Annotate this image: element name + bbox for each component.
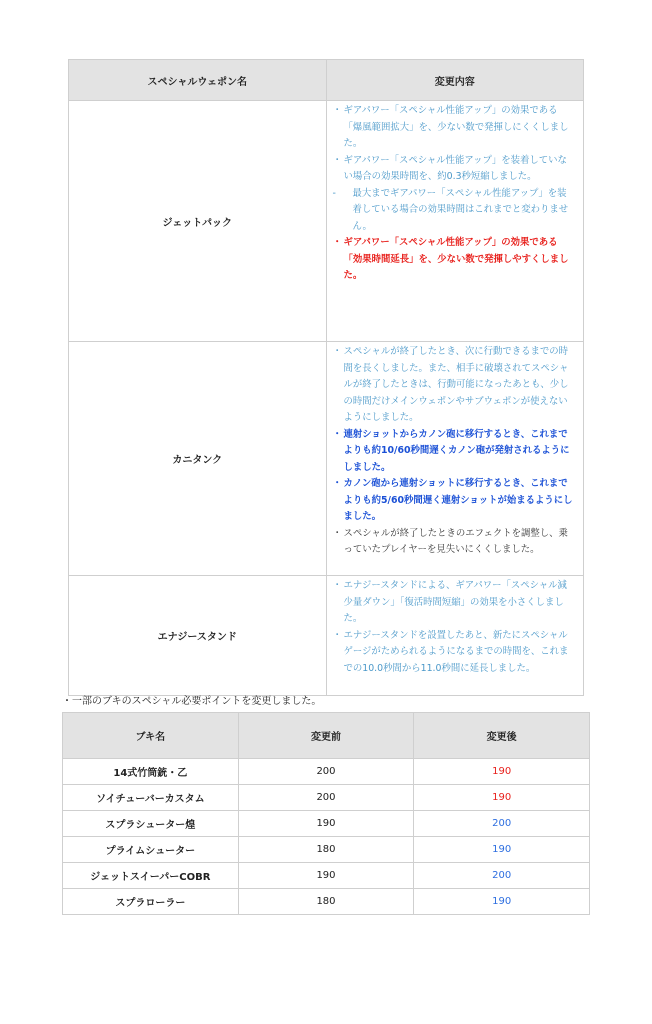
weapon-name-cell: ソイチューバーカスタム xyxy=(63,785,239,811)
change-item xyxy=(333,153,576,186)
table-row xyxy=(63,785,590,811)
change-item xyxy=(333,526,576,559)
change-item xyxy=(333,344,576,427)
change-text: カノン砲から連射ショットに移行するとき、これまでよりも約5/60秒間遅く連射ショットが始まるようにしました。 xyxy=(343,478,573,522)
header-weapon-name: ブキ名 xyxy=(63,713,239,759)
change-item xyxy=(333,628,576,678)
change-list xyxy=(326,101,584,342)
change-list xyxy=(326,342,584,576)
bullet-mark: ・ xyxy=(332,346,342,357)
table-row xyxy=(63,759,590,785)
special-weapon-name: ジェットパック xyxy=(69,101,327,342)
before-value-cell: 190 xyxy=(238,811,414,837)
before-value-cell: 200 xyxy=(238,785,414,811)
after-value-cell: 190 xyxy=(414,889,590,915)
special-weapon-name: エナジースタンド xyxy=(69,576,327,696)
bullet-mark: ・ xyxy=(332,154,342,166)
after-value-cell: 200 xyxy=(414,863,590,889)
weapon-name-cell: スプラシューター煌 xyxy=(63,811,239,837)
table-row xyxy=(63,811,590,837)
table-row xyxy=(63,889,590,915)
bullet-mark: ・ xyxy=(332,105,342,116)
bullet-mark: ・ xyxy=(332,428,342,440)
change-item-highlighted xyxy=(333,476,576,526)
change-text: ギアパワー「スペシャル性能アップ」の効果である「爆風範囲拡大」を、少ない数で発揮しにくくしました。 xyxy=(343,105,569,149)
table-row xyxy=(63,837,590,863)
special-row-tacticooler xyxy=(69,576,584,696)
weapon-name-cell: 14式竹筒銃・乙 xyxy=(63,759,239,785)
change-item-highlighted xyxy=(333,427,576,477)
weapon-name-cell: ジェットスイーパーCOBR xyxy=(63,863,239,889)
change-text: 最大までギアパワー「スペシャル性能アップ」を装着している場合の効果時間はこれまでと変わりません。 xyxy=(352,187,569,232)
change-text: スペシャルが終了したときのエフェクトを調整し、乗っていたプレイヤーを見失いにくくしました。 xyxy=(343,527,568,555)
header-before: 変更前 xyxy=(238,713,414,759)
before-value-cell: 180 xyxy=(238,837,414,863)
change-text: エナジースタンドを設置したあと、新たにスペシャルゲージがためられるようになるまでの時間を、これまでの10.0秒間から11.0秒間に延長しました。 xyxy=(343,629,569,674)
change-text: スペシャルが終了したとき、次に行動できるまでの時間を長くしました。また、相手に破壊されてスペシャルが終了したときは、行動可能になったあとも、少しの時間だけメインウェポンやサブウェポンが使えないようにしました。 xyxy=(343,346,569,423)
after-value-cell: 190 xyxy=(414,837,590,863)
change-text: ギアパワー「スペシャル性能アップ」の効果である「効果時間延長」を、少ない数で発揮しやすくしました。 xyxy=(343,237,569,281)
special-weapon-changes-table xyxy=(68,59,584,696)
points-change-note: ・一部のブキのスペシャル必要ポイントを変更しました。 xyxy=(62,696,322,707)
table-row xyxy=(63,863,590,889)
points-table-header-row xyxy=(63,713,590,759)
dash-mark: - xyxy=(332,187,336,199)
after-value-cell: 200 xyxy=(414,811,590,837)
change-text: ギアパワー「スペシャル性能アップ」を装着していない場合の効果時間を、約0.3秒短縮しました。 xyxy=(343,154,567,182)
change-text: エナジースタンドによる、ギアパワー「スペシャル減少量ダウン」「復活時間短縮」の効果を小さくしました。 xyxy=(343,580,567,624)
special-table-header-row xyxy=(69,60,584,101)
header-change-details: 変更内容 xyxy=(326,60,584,101)
special-row-jetpack xyxy=(69,101,584,342)
before-value-cell: 190 xyxy=(238,863,414,889)
change-item-highlighted xyxy=(333,235,576,285)
before-value-cell: 180 xyxy=(238,889,414,915)
weapon-name-cell: スプラローラー xyxy=(63,889,239,915)
change-item xyxy=(333,103,576,153)
before-value-cell: 200 xyxy=(238,759,414,785)
weapon-name-cell: プライムシューター xyxy=(63,837,239,863)
change-item xyxy=(333,578,576,628)
after-value-cell: 190 xyxy=(414,759,590,785)
header-special-weapon-name: スペシャルウェポン名 xyxy=(69,60,327,101)
bullet-mark: ・ xyxy=(332,629,342,641)
bullet-mark: ・ xyxy=(332,527,342,539)
bullet-mark: ・ xyxy=(332,237,342,248)
after-value-cell: 190 xyxy=(414,785,590,811)
change-list xyxy=(326,576,584,696)
header-after: 変更後 xyxy=(414,713,590,759)
change-text: 連射ショットからカノン砲に移行するとき、これまでよりも約10/60秒間遅くカノン砲が発射されるようにしました。 xyxy=(343,428,570,473)
special-weapon-name: カニタンク xyxy=(69,342,327,576)
special-row-crab-tank xyxy=(69,342,584,576)
bullet-mark: ・ xyxy=(332,478,342,489)
change-subitem xyxy=(333,186,576,236)
bullet-mark: ・ xyxy=(332,580,342,591)
special-points-table xyxy=(62,712,590,915)
